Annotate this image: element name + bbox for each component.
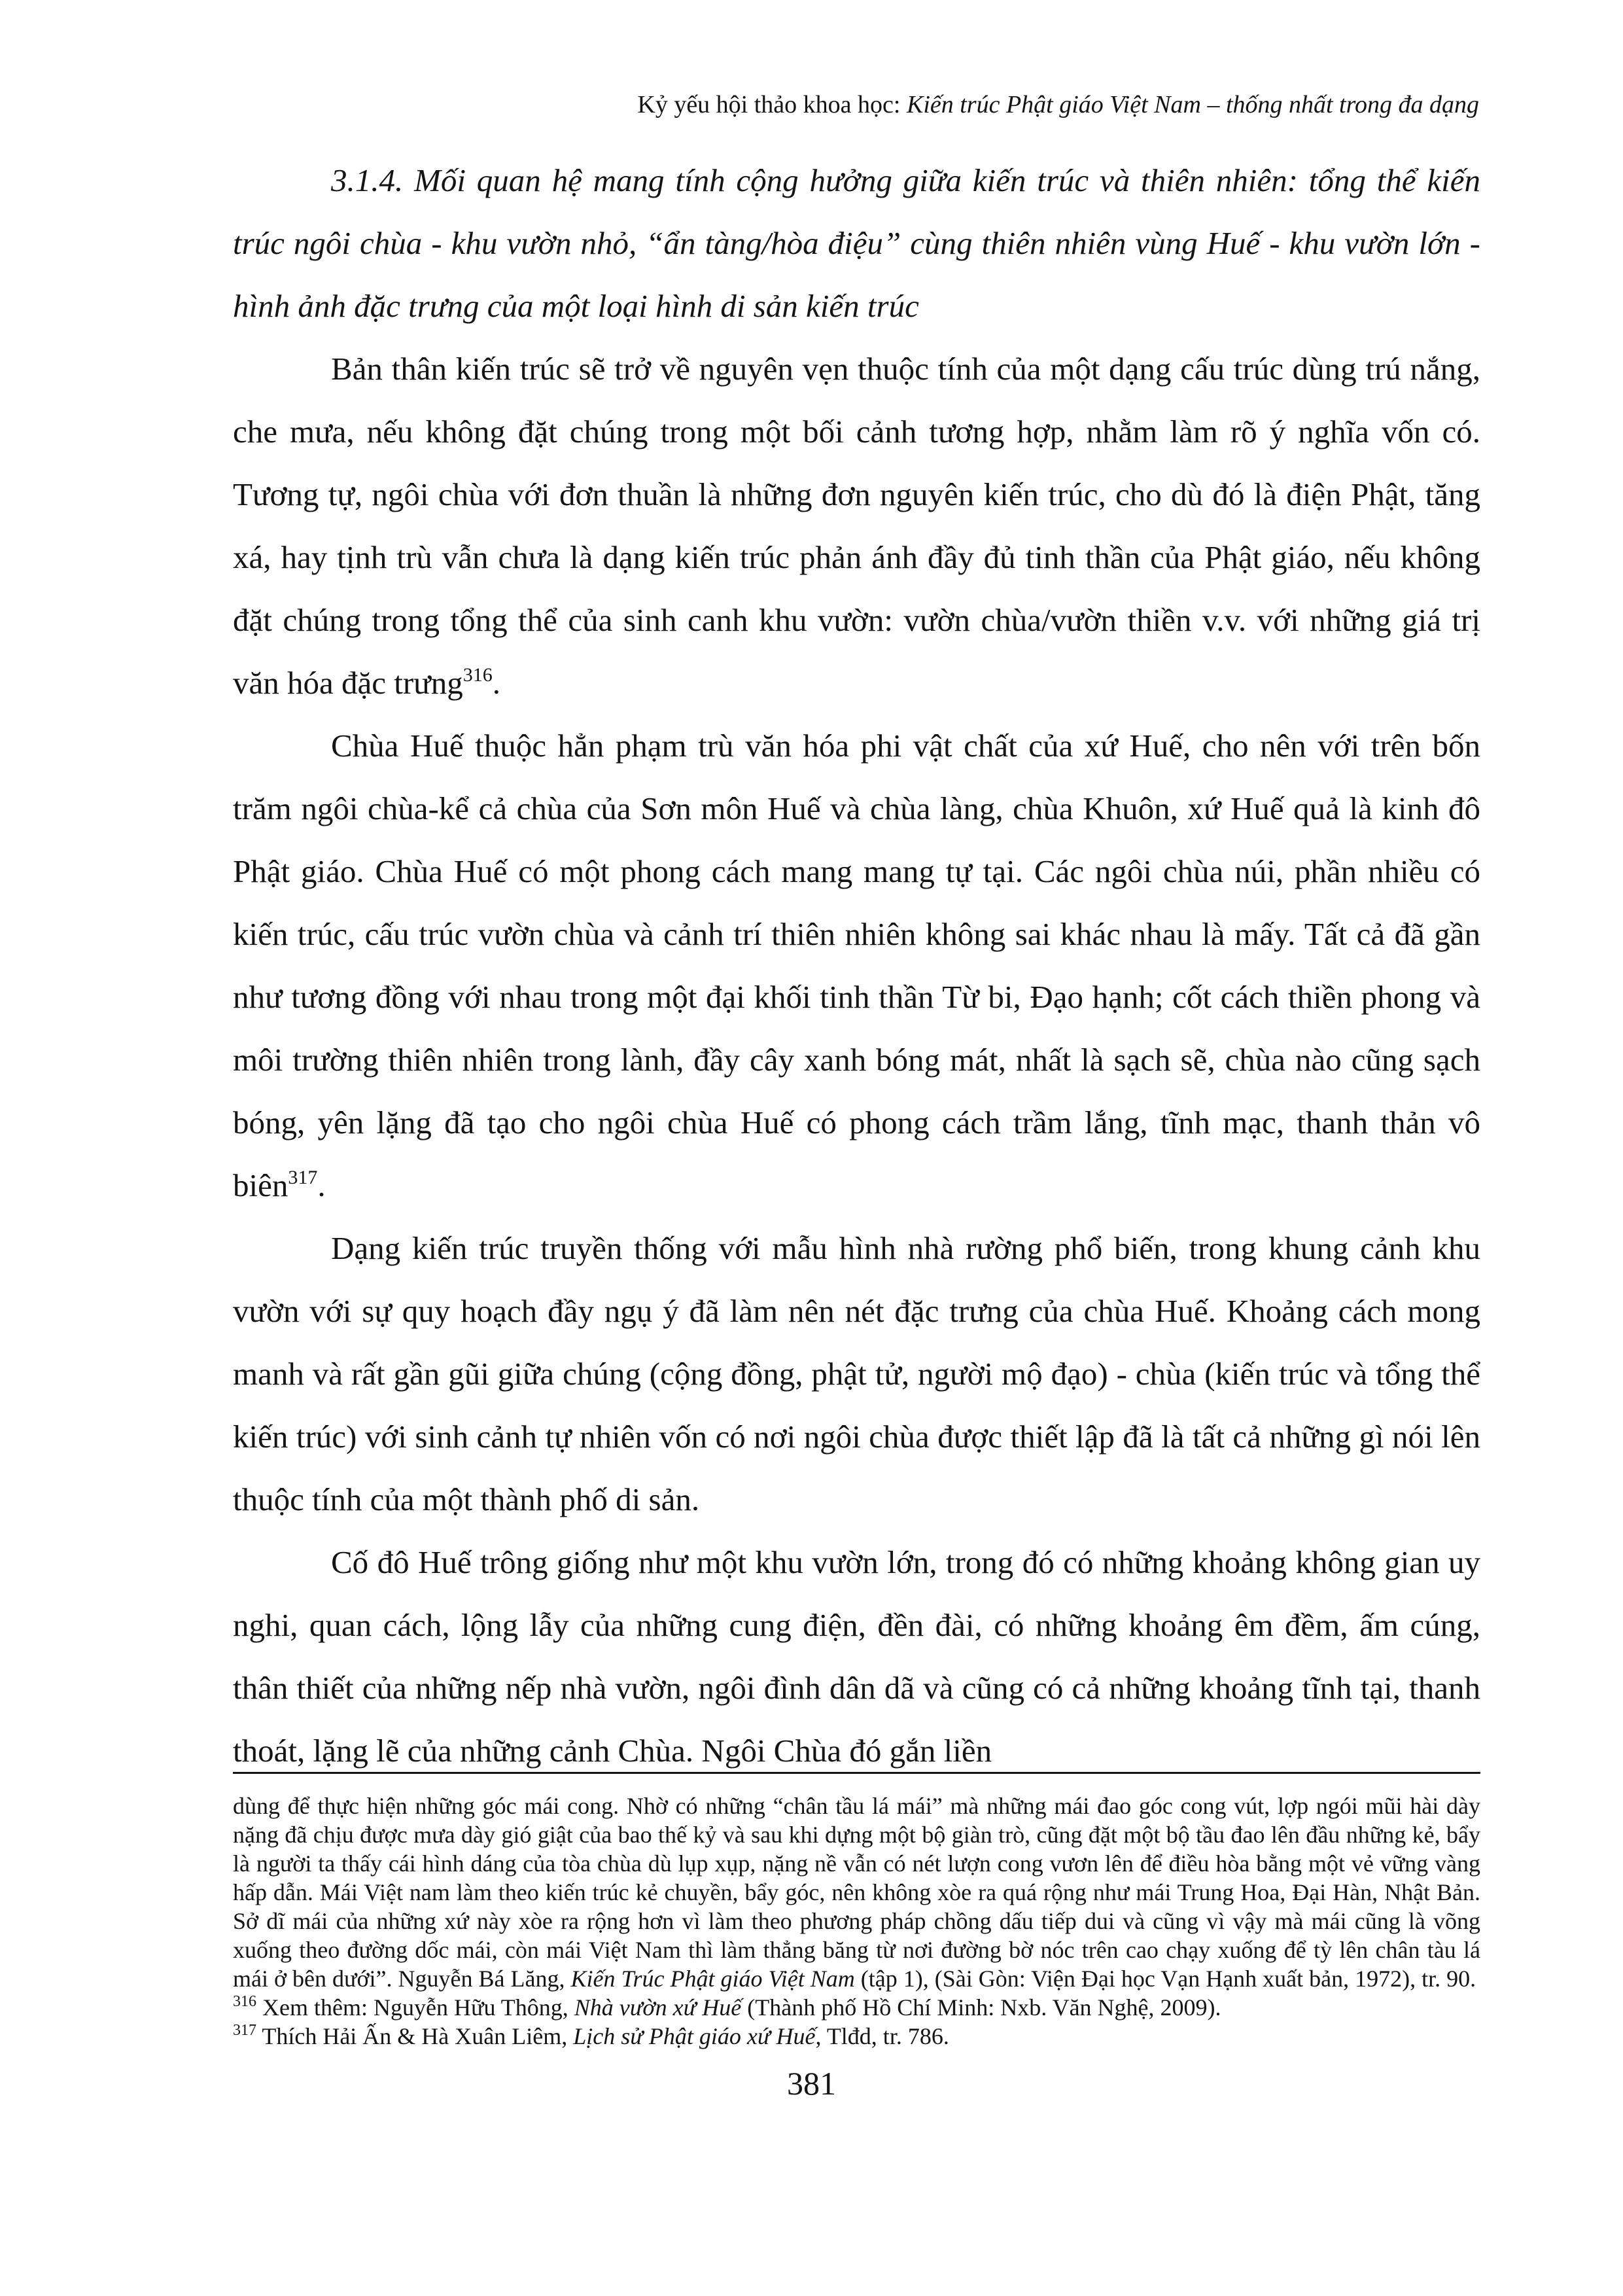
footnotes <box>233 1792 1480 2051</box>
footnote-number: 316 <box>233 1993 256 2010</box>
footnote-continuation <box>233 1792 1480 1993</box>
paragraph-text: Chùa Huế thuộc hẳn phạm trù văn hóa phi vật chất của xứ Huế, cho nên với trên bốn trăm ngôi chùa-kể cả chùa của Sơn môn Huế và chùa làng, chùa Khuôn, xứ Huế quả là kinh đô Phật giáo. Chùa Huế có một phong cách mang mang tự tại. Các ngôi chùa núi, phần nhiều có kiến trúc, cấu trúc vườn chùa và cảnh trí thiên nhiên không sai khác nhau là mấy. Tất cả đã gần như tương đồng với nhau trong một đại khối tinh thần Từ bi, Đạo hạnh; cốt cách thiền phong và môi trường thiên nhiên trong lành, đầy cây xanh bóng mát, nhất là sạch sẽ, chùa nào cũng sạch bóng, yên lặng đã tạo cho ngôi chùa Huế có phong cách trầm lắng, tĩnh mạc, thanh thản vô biên <box>233 728 1480 1203</box>
citation-title: Lịch sử Phật giáo xứ Huế <box>573 2023 816 2049</box>
main-text <box>233 149 1480 1782</box>
header-prefix: Kỷ yếu hội thảo khoa học: <box>637 91 907 118</box>
paragraph-1 <box>233 338 1480 715</box>
page-number: 381 <box>787 2065 836 2102</box>
footnote-317 <box>233 2022 1480 2051</box>
footnote-316 <box>233 1993 1480 2022</box>
citation-author: Xem thêm: Nguyễn Hữu Thông, <box>256 1994 574 2021</box>
footnote-ref-316[interactable]: 316 <box>462 664 493 686</box>
citation-details: (Thành phố Hồ Chí Minh: Nxb. Văn Nghệ, 2009). <box>741 1994 1221 2021</box>
citation-details: (tập 1), (Sài Gòn: Viện Đại học Vạn Hạnh xuất bản, 1972), tr. 90. <box>854 1966 1476 1992</box>
paragraph-2 <box>233 715 1480 1217</box>
running-header <box>637 90 1479 120</box>
section-heading: 3.1.4. Mối quan hệ mang tính cộng hưởng giữa kiến trúc và thiên nhiên: tổng thể kiến trúc ngôi chùa - khu vườn nhỏ, “ẩn tàng/hòa điệu” cùng thiên nhiên vùng Huế - khu vườn lớn - hình ảnh đặc trưng của một loại hình di sản kiến trúc <box>233 162 1480 324</box>
paragraph-end: . <box>492 665 500 701</box>
footnote-divider <box>233 1772 1480 1774</box>
paragraph-text: Bản thân kiến trúc sẽ trở về nguyên vẹn thuộc tính của một dạng cấu trúc dùng trú nắng, che mưa, nếu không đặt chúng trong một bối cảnh tương hợp, nhằm làm rõ ý nghĩa vốn có. Tương tự, ngôi chùa với đơn thuần là những đơn nguyên kiến trúc, cho dù đó là điện Phật, tăng xá, hay tịnh trù vẫn chưa là dạng kiến trúc phản ánh đầy đủ tinh thần của Phật giáo, nếu không đặt chúng trong tổng thể của sinh canh khu vườn: vườn chùa/vườn thiền v.v. với những giá trị văn hóa đặc trưng <box>233 351 1480 701</box>
footnote-ref-317[interactable]: 317 <box>288 1167 318 1188</box>
paragraph-3 <box>233 1217 1480 1531</box>
paragraph-text: Dạng kiến trúc truyền thống với mẫu hình nhà rường phổ biến, trong khung cảnh khu vườn với sự quy hoạch đầy ngụ ý đã làm nên nét đặc trưng của chùa Huế. Khoảng cách mong manh và rất gần gũi giữa chúng (cộng đồng, phật tử, người mộ đạo) - chùa (kiến trúc và tổng thể kiến trúc) với sinh cảnh tự nhiên vốn có nơi ngôi chùa được thiết lập đã là tất cả những gì nói lên thuộc tính của một thành phố di sản. <box>233 1230 1480 1517</box>
footnote-continuation-text: dùng để thực hiện những góc mái cong. Nhờ có những “chân tầu lá mái” mà những mái đao góc cong vút, lợp ngói mũi hài dày nặng đã chịu được mưa dày gió giật của bao thế kỷ và sau khi dựng một bộ giàn trò, cũng đặt một bộ tầu đao lên đầu những kẻ, bẩy là người ta thấy cái hình dáng của tòa chùa dù lụp xụp, nặng nề vẫn có nét lượn cong vươn lên để điều hòa bằng một vẻ vững vàng hấp dẫn. Mái Việt nam làm theo kiến trúc kẻ chuyền, bẩy góc, nên không xòe ra quá rộng như mái Trung Hoa, Đại Hàn, Nhật Bản. Sở dĩ mái của những xứ này xòe ra rộng hơn vì làm theo phương pháp chồng dấu tiếp dui và cũng vì vậy mà mái cũng là võng xuống theo đường dốc mái, còn mái Việt Nam thì làm thẳng băng từ nơi đường bờ nóc trên cao chạy xuống để tỳ lên chân tàu lá mái ở bên dưới”. <box>233 1793 1480 1992</box>
paragraph-text: Cố đô Huế trông giống như một khu vườn lớn, trong đó có những khoảng không gian uy nghi, quan cách, lộng lẫy của những cung điện, đền đài, có những khoảng êm đềm, ấm cúng, thân thiết của những nếp nhà vườn, ngôi đình dân dã và cũng có cả những khoảng tĩnh tại, thanh thoát, lặng lẽ của những cảnh Chùa. Ngôi Chùa đó gắn liền <box>233 1544 1480 1769</box>
citation-title: Nhà vườn xứ Huế <box>574 1994 742 2021</box>
citation-title: Kiến Trúc Phật giáo Việt Nam <box>570 1966 855 1992</box>
footnote-number: 317 <box>233 2022 256 2039</box>
paragraph-4 <box>233 1531 1480 1782</box>
citation-details: , Tlđd, tr. 786. <box>815 2023 949 2049</box>
header-title: Kiến trúc Phật giáo Việt Nam – thống nhất trong đa dạng <box>906 91 1479 118</box>
citation-author: Thích Hải Ấn & Hà Xuân Liêm, <box>256 2023 574 2049</box>
paragraph-end: . <box>317 1167 326 1203</box>
citation-author: Nguyễn Bá Lăng, <box>398 1966 571 1992</box>
